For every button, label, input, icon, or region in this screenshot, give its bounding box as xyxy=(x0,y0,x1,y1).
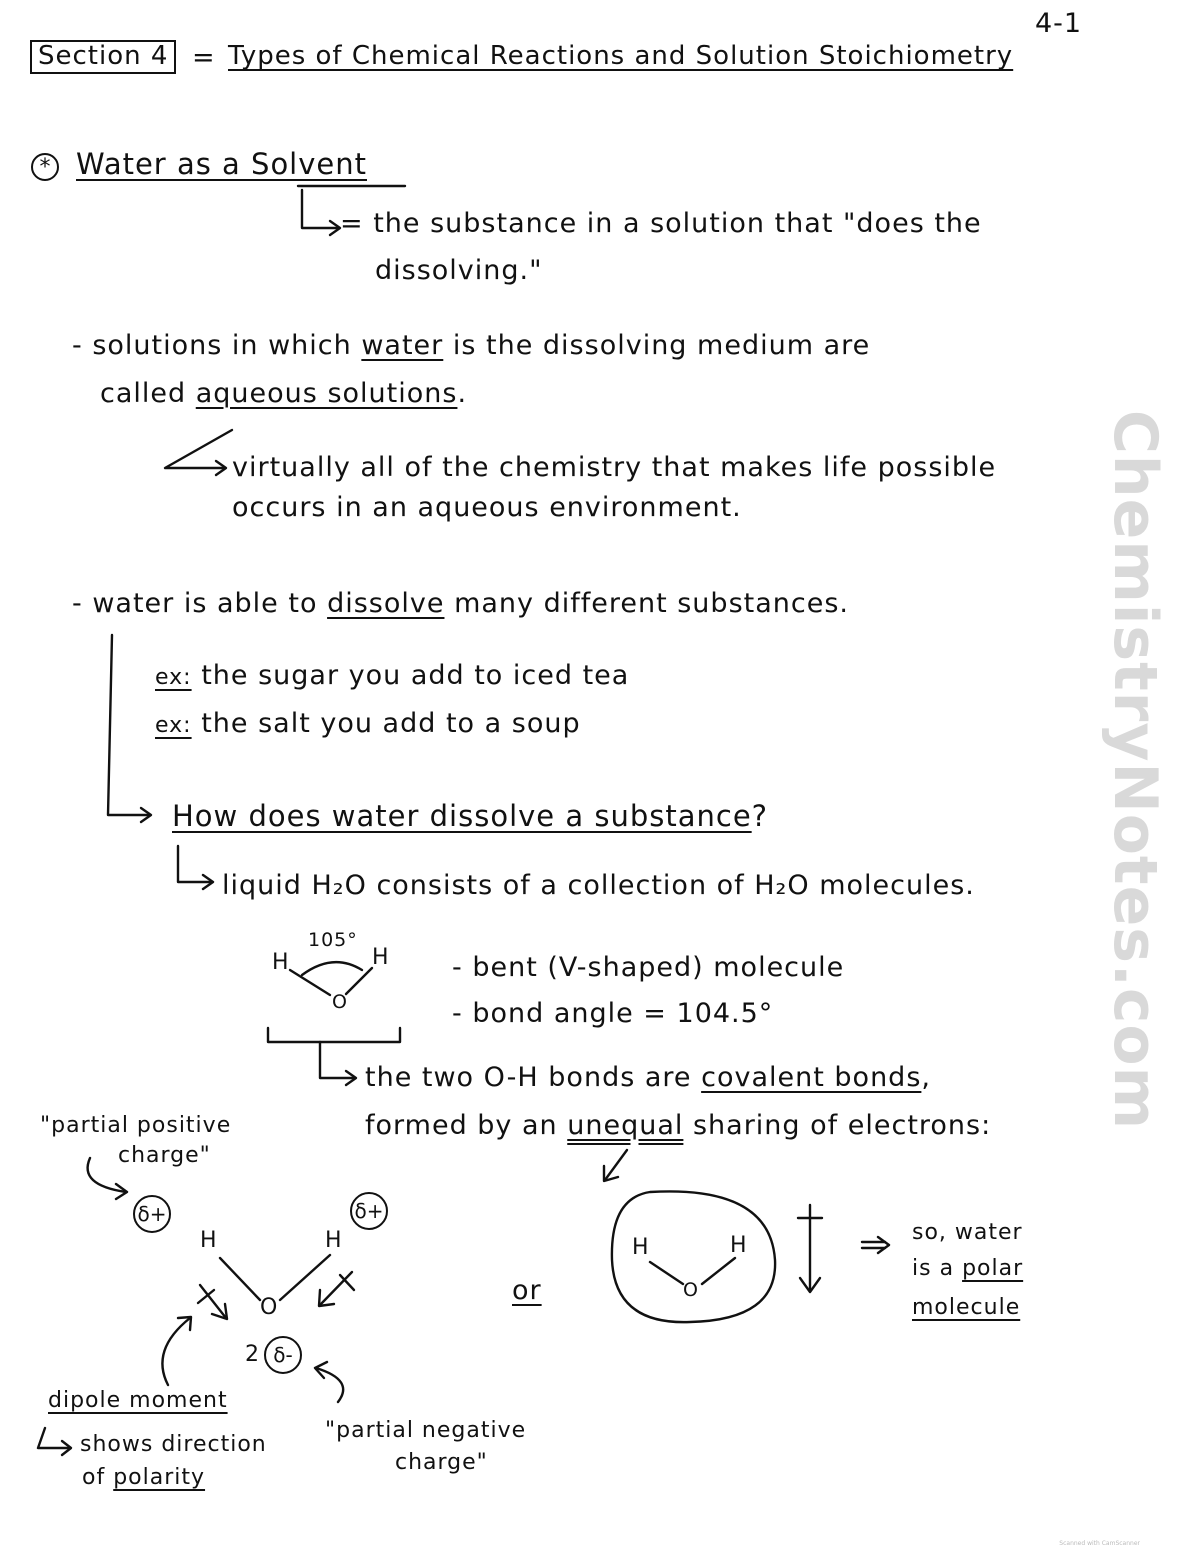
scanner-footer: Scanned with CamScanner xyxy=(1059,1540,1140,1547)
covalent-bonds-term: covalent bonds xyxy=(701,1062,922,1093)
aqueous-line1-prefix: - solutions in which xyxy=(72,330,352,361)
partial-charge-coefficient: 2 xyxy=(245,1342,260,1367)
aqueous-note-line1: virtually all of the chemistry that makes life possible xyxy=(232,452,997,483)
dipole-line1: shows direction xyxy=(80,1432,267,1457)
alt-o: O xyxy=(683,1279,699,1301)
molecule-bracket xyxy=(268,1028,400,1042)
small-bond-right xyxy=(346,968,372,994)
polar-h-right: H xyxy=(325,1228,343,1253)
example-1-text: the sugar you add to iced tea xyxy=(201,660,630,691)
partial-positive-label-2: charge" xyxy=(118,1143,211,1168)
unequal-term: unequal xyxy=(567,1110,684,1141)
molecule-fact-2: - bond angle = 104.5° xyxy=(452,998,774,1029)
partial-positive-label-1: "partial positive xyxy=(40,1113,232,1138)
answer: liquid H₂O consists of a collection of H₂O molecules. xyxy=(222,870,975,901)
polar-term: polar xyxy=(962,1256,1024,1281)
electron-cloud xyxy=(612,1191,775,1322)
conclusion-line2-prefix: is a xyxy=(912,1256,955,1281)
question-mark: ? xyxy=(751,799,769,833)
alt-h-right: H xyxy=(730,1233,748,1258)
molecule-h-left: H xyxy=(272,950,290,975)
molecule-fact-1: - bent (V-shaped) molecule xyxy=(452,952,845,983)
dissolve-bracket-arrow xyxy=(108,635,150,815)
conclusion-line3: molecule xyxy=(912,1295,1021,1320)
small-bond-left xyxy=(290,970,330,995)
polarity-term: polarity xyxy=(113,1465,206,1490)
question-text: How does water dissolve a substance xyxy=(172,799,752,833)
watermark: ChemistryNotes.com xyxy=(1100,409,1170,1131)
delta-plus-left: δ+ xyxy=(133,1195,171,1233)
molecule-h-right: H xyxy=(372,945,390,970)
bonds-line2-prefix: formed by an xyxy=(365,1110,558,1141)
dissolve-line-suffix: many different substances. xyxy=(454,588,849,619)
aqueous-note-line2: occurs in an aqueous environment. xyxy=(232,492,742,523)
star-icon: * xyxy=(31,153,59,181)
unequal-arrow xyxy=(605,1150,627,1180)
dissolve-line-prefix: - water is able to xyxy=(72,588,318,619)
dipole-heading: dipole moment xyxy=(48,1388,228,1413)
alt-bond-left xyxy=(650,1262,683,1284)
bonds-line1-comma: , xyxy=(921,1062,931,1093)
delta-plus-right: δ+ xyxy=(350,1192,388,1230)
delta-minus: δ- xyxy=(264,1336,302,1374)
aqueous-water-term: water xyxy=(361,330,444,361)
aqueous-solutions-term: aqueous solutions xyxy=(195,378,458,409)
or-label: or xyxy=(512,1275,542,1306)
implies-arrowhead xyxy=(878,1237,889,1253)
section-label: Section 4 xyxy=(30,40,176,74)
polar-o: O xyxy=(260,1295,279,1320)
aqueous-line2-prefix: called xyxy=(100,378,187,409)
molecule-o: O xyxy=(332,991,348,1013)
topic-heading: Water as a Solvent xyxy=(76,147,367,181)
dipole-line2-prefix: of xyxy=(82,1465,106,1490)
example-label: ex: xyxy=(155,665,192,690)
polar-h-left: H xyxy=(200,1228,218,1253)
page-number: 4-1 xyxy=(1035,8,1083,39)
partial-negative-label-1: "partial negative xyxy=(325,1418,527,1443)
example-2-text: the salt you add to a soup xyxy=(201,708,581,739)
example-label: ex: xyxy=(155,713,192,738)
solvent-definition-line2: dissolving." xyxy=(375,255,543,286)
aqueous-line2-period: . xyxy=(457,378,468,409)
alt-bond-right xyxy=(702,1258,735,1284)
bonds-line2-suffix: sharing of electrons: xyxy=(692,1110,992,1141)
bond-angle-label: 105° xyxy=(308,929,358,951)
dissolve-term: dissolve xyxy=(327,588,445,619)
dipole-moment-arrow xyxy=(162,1318,190,1385)
bond-angle-arc xyxy=(302,962,362,975)
header-equals: = xyxy=(192,42,216,73)
polar-bond-left xyxy=(220,1258,260,1300)
alt-h-left: H xyxy=(632,1235,650,1260)
aqueous-note-arrow xyxy=(165,430,232,468)
polar-bond-right xyxy=(280,1255,330,1300)
partial-negative-label-2: charge" xyxy=(395,1450,488,1475)
bonds-line1-prefix: the two O-H bonds are xyxy=(365,1062,692,1093)
conclusion-line1: so, water xyxy=(912,1220,1023,1245)
solvent-definition-line1: = the substance in a solution that "does the xyxy=(340,208,982,239)
aqueous-line1-suffix: is the dissolving medium are xyxy=(452,330,871,361)
dipole-arrow-right xyxy=(320,1272,352,1305)
page-title: Types of Chemical Reactions and Solution Stoichiometry xyxy=(228,41,1014,71)
